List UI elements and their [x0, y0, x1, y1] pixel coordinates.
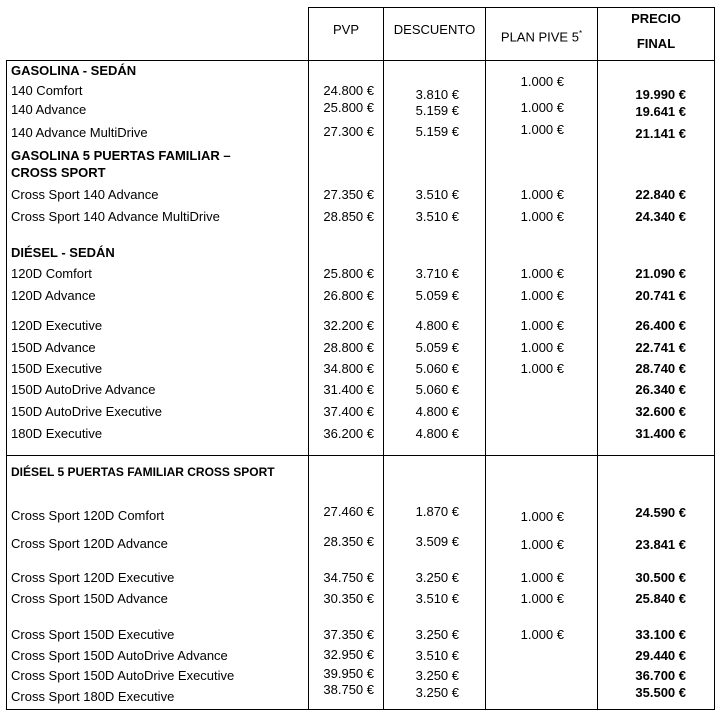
header-pvp: PVP: [332, 22, 359, 37]
table-right-border: [714, 7, 715, 710]
pvp-value: 25.800 €: [323, 266, 374, 281]
pvp-value: 27.300 €: [323, 124, 374, 139]
model-name: Cross Sport 150D AutoDrive Advance: [11, 648, 228, 663]
model-name: Cross Sport 150D AutoDrive Executive: [11, 668, 235, 683]
section-title: DIÉSEL - SEDÁN: [11, 245, 115, 260]
final-price-value: 23.841 €: [635, 537, 686, 552]
pive-value: 1.000 €: [520, 361, 564, 376]
final-price-value: 33.100 €: [635, 627, 686, 642]
descuento-value: 3.510 €: [415, 187, 459, 202]
descuento-value: 5.159 €: [415, 124, 459, 139]
model-name: 140 Advance MultiDrive: [11, 125, 148, 140]
final-price-value: 19.641 €: [635, 104, 686, 119]
pive-value: 1.000 €: [520, 340, 564, 355]
model-name: Cross Sport 180D Executive: [11, 689, 175, 704]
final-price-value: 29.440 €: [635, 648, 686, 663]
header-bottom-border: [6, 60, 715, 61]
pive-value: 1.000 €: [520, 570, 564, 585]
section-title: CROSS SPORT: [11, 165, 106, 180]
descuento-value: 3.250 €: [415, 627, 459, 642]
pvp-value: 34.750 €: [323, 570, 374, 585]
final-price-value: 36.700 €: [635, 668, 686, 683]
header-final: FINAL: [636, 36, 676, 51]
pive-value: 1.000 €: [520, 266, 564, 281]
pive-value: 1.000 €: [520, 627, 564, 642]
model-name: 120D Advance: [11, 288, 96, 303]
header-plan-pive: [486, 27, 597, 44]
pvp-value: 27.350 €: [323, 187, 374, 202]
descuento-value: 5.059 €: [415, 340, 459, 355]
descuento-value: 3.710 €: [415, 266, 459, 281]
model-name: 120D Executive: [11, 318, 103, 333]
model-name: Cross Sport 120D Comfort: [11, 508, 165, 523]
pvp-value: 31.400 €: [323, 382, 374, 397]
final-price-value: 24.340 €: [635, 209, 686, 224]
model-name: 140 Advance: [11, 102, 87, 117]
final-price-value: 32.600 €: [635, 404, 686, 419]
model-name: Cross Sport 150D Advance: [11, 591, 168, 606]
descuento-value: 5.159 €: [415, 103, 459, 118]
final-price-value: 21.090 €: [635, 266, 686, 281]
pive-value: 1.000 €: [520, 509, 564, 524]
pvp-value: 38.750 €: [323, 682, 374, 697]
model-name: 150D AutoDrive Executive: [11, 404, 163, 419]
pive-value: 1.000 €: [520, 591, 564, 606]
final-price-value: 26.400 €: [635, 318, 686, 333]
final-price-value: 31.400 €: [635, 426, 686, 441]
final-price-value: 21.141 €: [635, 126, 686, 141]
table-left-border: [6, 60, 7, 710]
pvp-value: 37.350 €: [323, 627, 374, 642]
header-plan-pive-mark: *: [578, 29, 583, 38]
final-price-value: 24.590 €: [635, 505, 686, 520]
model-name: Cross Sport 120D Advance: [11, 536, 168, 551]
pvp-value: 32.200 €: [323, 318, 374, 333]
final-price-value: 20.741 €: [635, 288, 686, 303]
header-descuento: DESCUENTO: [393, 22, 476, 37]
section-title: GASOLINA - SEDÁN: [11, 63, 137, 78]
pvp-value: 30.350 €: [323, 591, 374, 606]
section-title: GASOLINA 5 PUERTAS FAMILIAR –: [11, 148, 231, 163]
descuento-value: 3.510 €: [415, 209, 459, 224]
final-price-value: 22.840 €: [635, 187, 686, 202]
table-top-border: [308, 7, 715, 8]
pvp-value: 32.950 €: [323, 647, 374, 662]
final-price-value: 35.500 €: [635, 685, 686, 700]
pvp-value: 26.800 €: [323, 288, 374, 303]
descuento-value: 3.510 €: [415, 648, 459, 663]
model-name: Cross Sport 140 Advance MultiDrive: [11, 209, 220, 224]
model-name: 140 Comfort: [11, 83, 83, 98]
pive-value: 1.000 €: [520, 74, 564, 89]
pive-value: 1.000 €: [520, 100, 564, 115]
descuento-value: 1.870 €: [415, 504, 459, 519]
final-price-value: 28.740 €: [635, 361, 686, 376]
pvp-value: 28.800 €: [323, 340, 374, 355]
descuento-value: 5.060 €: [415, 382, 459, 397]
final-price-value: 19.990 €: [635, 87, 686, 102]
descuento-value: 3.509 €: [415, 534, 459, 549]
descuento-value: 3.810 €: [415, 87, 459, 102]
table-bottom-border: [6, 709, 715, 710]
section-title: DIÉSEL 5 PUERTAS FAMILIAR CROSS SPORT: [11, 465, 275, 479]
pvp-value: 25.800 €: [323, 100, 374, 115]
model-name: 150D Advance: [11, 340, 96, 355]
pvp-value: 24.800 €: [323, 83, 374, 98]
section-divider: [6, 455, 715, 456]
final-price-value: 25.840 €: [635, 591, 686, 606]
pive-value: 1.000 €: [520, 187, 564, 202]
model-name: 150D Executive: [11, 361, 103, 376]
descuento-value: 5.059 €: [415, 288, 459, 303]
pive-value: 1.000 €: [520, 122, 564, 137]
pvp-value: 39.950 €: [323, 666, 374, 681]
model-name: 180D Executive: [11, 426, 103, 441]
descuento-value: 3.250 €: [415, 685, 459, 700]
model-name: 150D AutoDrive Advance: [11, 382, 156, 397]
pvp-value: 28.350 €: [323, 534, 374, 549]
descuento-value: 4.800 €: [415, 404, 459, 419]
header-precio: PRECIO: [631, 11, 681, 26]
descuento-value: 3.250 €: [415, 668, 459, 683]
descuento-value: 3.510 €: [415, 591, 459, 606]
final-price-value: 30.500 €: [635, 570, 686, 585]
descuento-value: 4.800 €: [415, 426, 459, 441]
descuento-value: 3.250 €: [415, 570, 459, 585]
final-price-value: 26.340 €: [635, 382, 686, 397]
model-name: Cross Sport 120D Executive: [11, 570, 175, 585]
model-name: 120D Comfort: [11, 266, 92, 281]
pvp-value: 34.800 €: [323, 361, 374, 376]
pive-value: 1.000 €: [520, 318, 564, 333]
pive-value: 1.000 €: [520, 209, 564, 224]
model-name: Cross Sport 140 Advance: [11, 187, 159, 202]
model-name: Cross Sport 150D Executive: [11, 627, 175, 642]
descuento-value: 5.060 €: [415, 361, 459, 376]
pvp-value: 28.850 €: [323, 209, 374, 224]
pvp-value: 37.400 €: [323, 404, 374, 419]
final-price-value: 22.741 €: [635, 340, 686, 355]
descuento-value: 4.800 €: [415, 318, 459, 333]
pvp-value: 36.200 €: [323, 426, 374, 441]
pive-value: 1.000 €: [520, 288, 564, 303]
header-plan-pive-label: PLAN PIVE 5: [500, 29, 579, 45]
pvp-value: 27.460 €: [323, 504, 374, 519]
pive-value: 1.000 €: [520, 537, 564, 552]
